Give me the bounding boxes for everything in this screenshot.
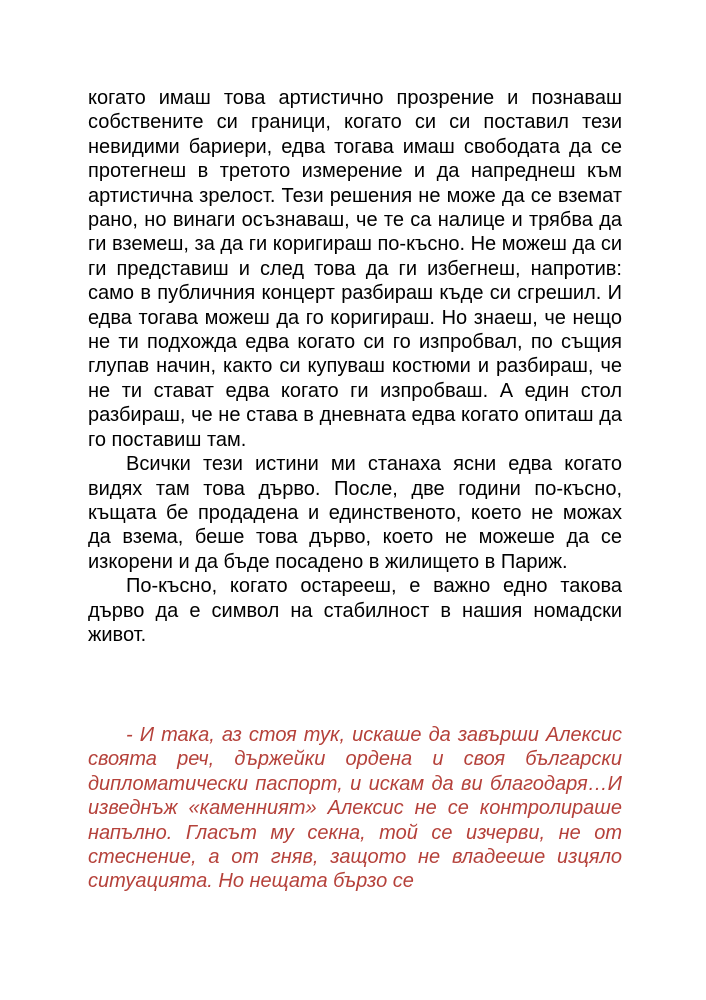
paragraph-truths: Всички тези истини ми станаха ясни едва когато видях там това дърво. После, две години по-късно, къщата бе продадена и единственото, което не можах да взема, беше това дърво, което не можеше да се изкорени и да бъде посадено в жилището в Париж. xyxy=(88,453,622,573)
dialogue-section xyxy=(88,723,622,894)
paragraph-stability: По-късно, когато остарееш, е важно едно такова дърво да е символ на стабилност в нашия номадски живот. xyxy=(88,575,622,646)
body-text xyxy=(88,86,622,647)
paragraph-continuation: когато имаш това артистично прозрение и познаваш собствените си граници, когато си си поставил тези невидими бариери, едва тогава имаш свободата да се протегнеш в третото измерение и да напреднеш към артистична зрелост. Тези решения не може да се вземат рано, но винаги осъзнаваш, че те са налице и трябва да ги вземеш, за да ги коригираш по-късно. Не можеш да си ги представиш и след това да ги избегнеш, напротив: само в публичния концерт разбираш къде си сгрешил. И едва тогава можеш да го коригираш. Но знаеш, че нещо не ти подхожда едва когато си го изпробвал, по същия глупав начин, както си купуваш костюми и разбираш, че не ти стават едва когато ги изпробваш. А един стол разбираш, че не става в дневната едва когато опиташ да го поставиш там. xyxy=(88,87,622,451)
dialogue-paragraph: - И така, аз стоя тук, искаше да завърши Алексис своята реч, държейки ордена и своя български дипломатически паспорт, и искам да ви благодаря…И изведнъж «каменният» Алексис не се контролираше напълно. Гласът му секна, той се изчерви, не от стеснение, а от гняв, защото не владееше изцяло ситуацията. Но нещата бързо се xyxy=(88,724,622,893)
